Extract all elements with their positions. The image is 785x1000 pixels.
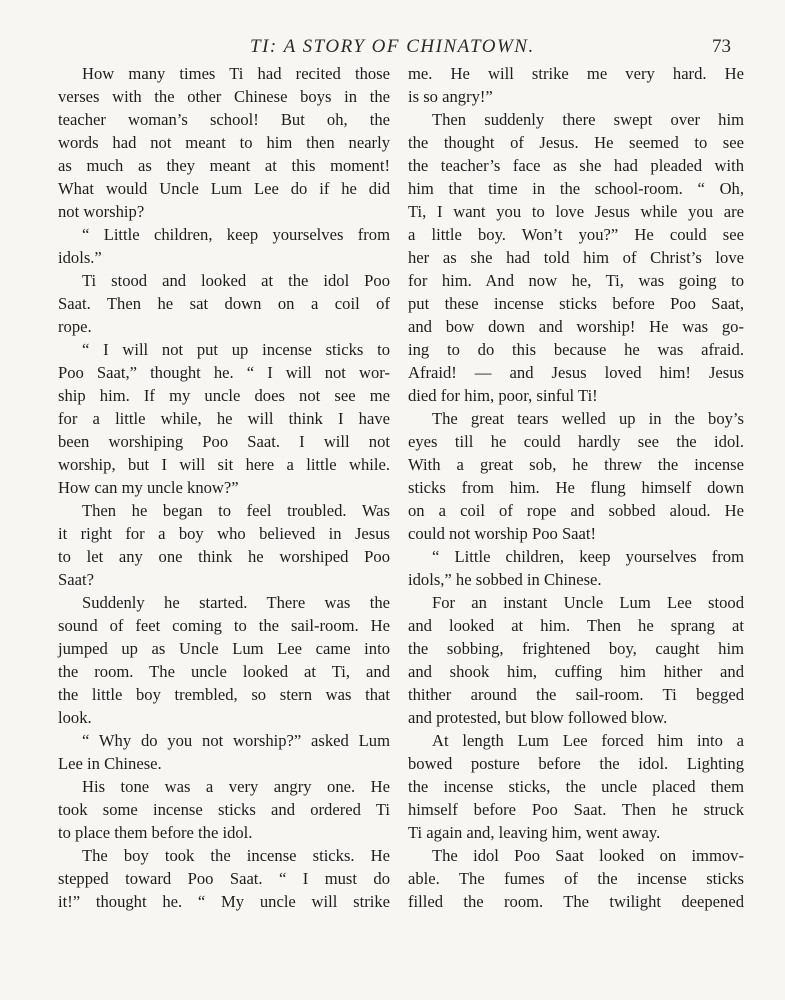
- text-line: himself before Poo Saat. Then he struck: [408, 800, 744, 819]
- text-line: Lee in Chinese.: [58, 754, 162, 773]
- text-line: His tone was a very angry one. He: [82, 777, 390, 796]
- text-line: and looked at him. Then he sprang at: [408, 616, 744, 635]
- text-line: for him. And now he, Ti, was going to: [408, 271, 744, 290]
- page-number: 73: [712, 36, 731, 57]
- text-line: ship him. If my uncle does not see me: [58, 386, 390, 405]
- text-line: teacher woman’s school! But oh, the: [58, 110, 390, 129]
- text-line: not worship?: [58, 202, 145, 221]
- right-text-column: [408, 62, 744, 913]
- text-line: the room. The uncle looked at Ti, and: [58, 662, 390, 681]
- text-line: as much as they meant at this moment!: [58, 156, 390, 175]
- text-line: Ti, I want you to love Jesus while you are: [408, 202, 744, 221]
- text-line: Ti stood and looked at the idol Poo: [82, 271, 390, 290]
- text-line: the thought of Jesus. He seemed to see: [408, 133, 744, 152]
- text-line: “ I will not put up incense sticks to: [82, 340, 390, 359]
- text-line: put these incense sticks before Poo Saat,: [408, 294, 744, 313]
- text-line: idols,” he sobbed in Chinese.: [408, 570, 602, 589]
- text-line: The boy took the incense sticks. He: [82, 846, 390, 865]
- text-line: Saat. Then he sat down on a coil of: [58, 294, 390, 313]
- text-line: on a coil of rope and sobbed aloud. He: [408, 501, 744, 520]
- text-line: “ Little children, keep yourselves from: [82, 225, 390, 244]
- text-line: Suddenly he started. There was the: [82, 593, 390, 612]
- text-line: her as she had told him of Christ’s love: [408, 248, 744, 267]
- text-line: the little boy trembled, so stern was that: [58, 685, 390, 704]
- text-line: words had not meant to him then nearly: [58, 133, 390, 152]
- text-line: How can my uncle know?”: [58, 478, 239, 497]
- left-text-column: [58, 62, 390, 913]
- text-line: jumped up as Uncle Lum Lee came into: [58, 639, 390, 658]
- running-title: TI: A STORY OF CHINATOWN.: [250, 36, 535, 57]
- text-line: The great tears welled up in the boy’s: [432, 409, 744, 428]
- text-line: idols.”: [58, 248, 102, 267]
- text-line: ing to do this because he was afraid.: [408, 340, 744, 359]
- text-line: me. He will strike me very hard. He: [408, 64, 744, 83]
- text-line: to place them before the idol.: [58, 823, 253, 842]
- text-line: “ Why do you not worship?” asked Lum: [82, 731, 390, 750]
- text-line: and bow down and worship! He was go-: [408, 317, 744, 336]
- text-line: “ Little children, keep yourselves from: [432, 547, 744, 566]
- text-line: Poo Saat,” thought he. “ I will not wor-: [58, 363, 390, 382]
- text-line: The idol Poo Saat looked on immov-: [432, 846, 744, 865]
- text-line: could not worship Poo Saat!: [408, 524, 597, 543]
- text-line: worship, but I will sit here a little while.: [58, 455, 390, 474]
- text-line: For an instant Uncle Lum Lee stood: [432, 593, 744, 612]
- text-line: look.: [58, 708, 92, 727]
- text-line: able. The fumes of the incense sticks: [408, 869, 744, 888]
- text-line: to let any one think he worshiped Poo: [58, 547, 390, 566]
- text-line: a little boy. Won’t you?” He could see: [408, 225, 744, 244]
- text-line: it right for a boy who believed in Jesus: [58, 524, 390, 543]
- text-line: thither around the sail-room. Ti begged: [408, 685, 744, 704]
- text-line: it!” thought he. “ My uncle will strike: [58, 892, 390, 911]
- text-line: died for him, poor, sinful Ti!: [408, 386, 598, 405]
- text-line: him that time in the school-room. “ Oh,: [408, 179, 744, 198]
- text-line: sticks from him. He flung himself down: [408, 478, 744, 497]
- text-line: verses with the other Chinese boys in the: [58, 87, 390, 106]
- text-line: and protested, but blow followed blow.: [408, 708, 668, 727]
- text-line: Afraid! — and Jesus loved him! Jesus: [408, 363, 744, 382]
- text-line: Saat?: [58, 570, 94, 589]
- text-line: How many times Ti had recited those: [82, 64, 390, 83]
- text-line: bowed posture before the idol. Lighting: [408, 754, 744, 773]
- text-line: for a little while, he will think I have: [58, 409, 390, 428]
- text-line: At length Lum Lee forced him into a: [432, 731, 744, 750]
- text-line: the sobbing, frightened boy, caught him: [408, 639, 744, 658]
- text-line: With a great sob, he threw the incense: [408, 455, 744, 474]
- text-line: and shook him, cuffing him hither and: [408, 662, 744, 681]
- text-line: the teacher’s face as she had pleaded with: [408, 156, 744, 175]
- text-line: Then suddenly there swept over him: [432, 110, 744, 129]
- text-line: Ti again and, leaving him, went away.: [408, 823, 661, 842]
- text-line: the incense sticks, the uncle placed them: [408, 777, 744, 796]
- text-line: sound of feet coming to the sail-room. He: [58, 616, 390, 635]
- text-line: Then he began to feel troubled. Was: [82, 501, 390, 520]
- text-line: eyes till he could hardly see the idol.: [408, 432, 744, 451]
- text-line: What would Uncle Lum Lee do if he did: [58, 179, 390, 198]
- text-line: stepped toward Poo Saat. “ I must do: [58, 869, 390, 888]
- text-line: took some incense sticks and ordered Ti: [58, 800, 390, 819]
- text-line: is so angry!”: [408, 87, 493, 106]
- text-line: rope.: [58, 317, 92, 336]
- text-line: filled the room. The twilight deepened: [408, 892, 744, 911]
- text-line: been worshiping Poo Saat. I will not: [58, 432, 390, 451]
